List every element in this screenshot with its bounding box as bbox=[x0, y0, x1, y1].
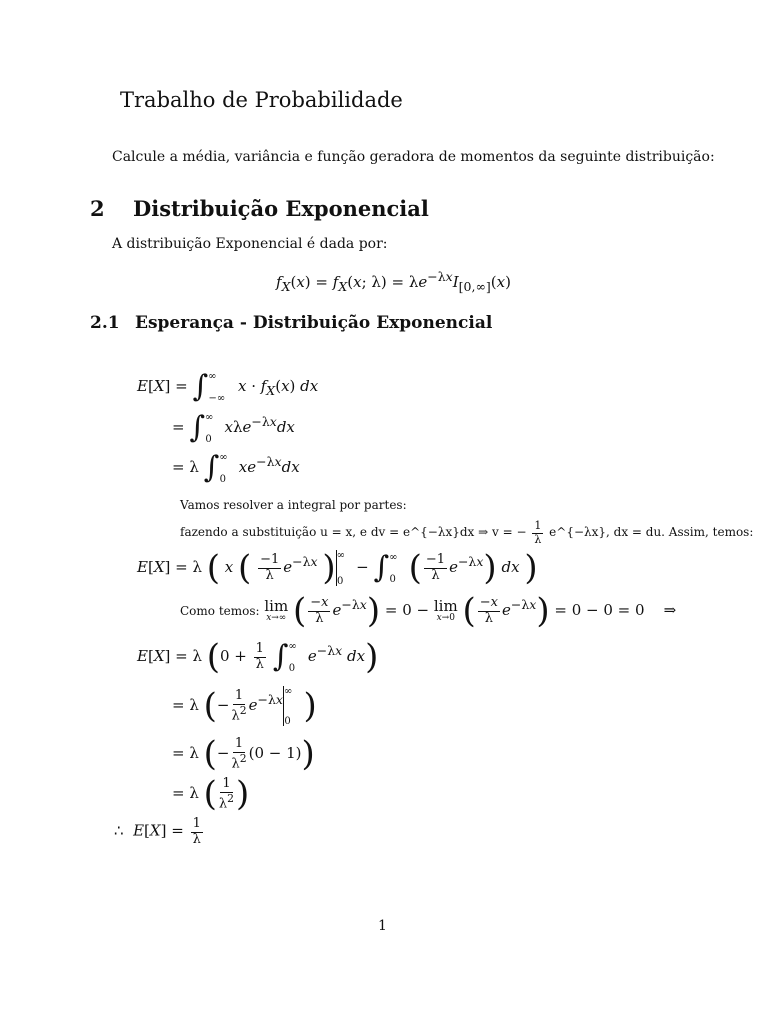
step-1: $E[X] = \int^\infty_{-\infty}$ $x \cdot f_X(x)$ dx bbox=[137, 369, 319, 404]
step-8: = λ ( $\frac{1}{\lambda^2}$ ) bbox=[172, 774, 250, 814]
step-7: = λ (− $\frac{1}{\lambda^2}$ (0 − 1)) bbox=[172, 734, 315, 774]
step-4: E[X] = λ ( x ( $\frac{-1}{\lambda}$ $e^{-\lambda x}$ )$^\infty_0 - \int^\infty_0$ ( $\frac{-1}{\lambda}$ $e^{-\lambda x}$) dx ) bbox=[137, 548, 538, 588]
step-5: E[X] = λ (0 + $\frac{1}{\lambda}$ $\int^\infty_0$ $e^{-\lambda x}$ dx) bbox=[137, 637, 379, 677]
section-number: 2 bbox=[90, 196, 105, 221]
note-substitution-suffix: e^{−λx}, dx = du. Assim, temos: bbox=[549, 525, 754, 540]
step-3: = λ $\int^\infty_0$ $xe^{-\lambda x}dx$ bbox=[172, 450, 300, 485]
step-6: = λ (− $\frac{1}{\lambda^2}$ $e^{-\lambda x\infty}_0$ ) bbox=[172, 686, 317, 727]
density-formula: $f_X(x) = f_X(x$; $\lambda) = \lambda e^{-\lambda x}I_{[0,\infty]}(x)$ bbox=[276, 269, 511, 294]
limits-line: Como temos: lim x→∞ ( $\frac{-x}{\lambda}$ $e^{-\lambda x}) = 0$ − lim x→0 ( $\frac{-x}{\lambda}$ $e^{-\lambda x}) = 0 - 0 = 0$ ⇒ bbox=[180, 591, 677, 631]
subsection-title: Esperança - Distribuição Exponencial bbox=[135, 313, 493, 333]
note-substitution-prefix: fazendo a substituição u = x, e dv = e^{−λx}dx ⇒ v = − bbox=[180, 525, 527, 540]
section-paragraph: A distribuição Exponencial é dada por: bbox=[112, 236, 388, 252]
page-number: 1 bbox=[378, 918, 387, 934]
note-substitution bbox=[180, 520, 753, 545]
result: ∴ E[X] = $\frac{1}{\lambda}$ bbox=[114, 816, 201, 847]
intro-text: Calcule a média, variância e função geradora de momentos da seguinte distribuição: bbox=[112, 149, 715, 165]
note-integration-by-parts: Vamos resolver a integral por partes: bbox=[180, 498, 407, 512]
subsection-number: 2.1 bbox=[90, 313, 120, 333]
limits-label: Como temos: bbox=[180, 604, 260, 618]
step-2: = $\int^\infty_0$ xλe$^{-\lambda x}$dx bbox=[172, 410, 295, 445]
fraction-one-over-lambda: $\frac{1}{\lambda}$ bbox=[534, 519, 542, 546]
section-title: Distribuição Exponencial bbox=[133, 196, 429, 221]
document-title: Trabalho de Probabilidade bbox=[120, 88, 403, 112]
